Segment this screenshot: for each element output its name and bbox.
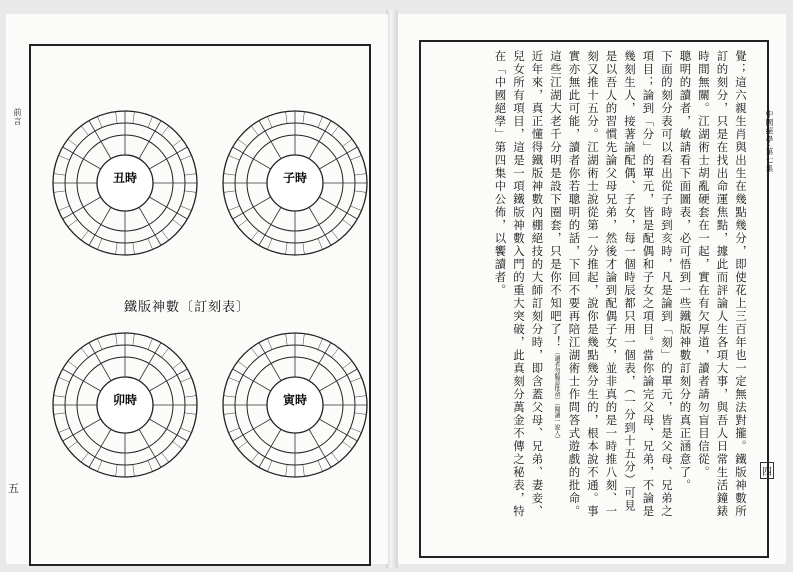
paragraph-1: 覺；這六親生肖與出生在幾點幾分，即使花上三百年也一定無法對攏。鐵版神數所訂的刻分，只是在找出命運焦點，據此而評論人生各項大事，與吾人日常生活鐘錶時間無關。江湖術士胡亂硬套在一起，實在有欠厚道，讀者請勿盲目信從。: [697, 50, 748, 518]
left-margin-label: 前言: [13, 108, 22, 126]
right-page: [398, 14, 786, 564]
wheel-label-mao: 卯時: [112, 393, 138, 407]
wheel-label-chou: 丑時: [112, 171, 138, 185]
wheel-label-yin: 寅時: [282, 393, 308, 407]
running-header: 中國絕學·第七集: [765, 110, 774, 173]
time-wheel-yin: [220, 330, 370, 480]
paragraph-4-text: 這些江湖大老千分明是設下圈套，只是你不知吧了！: [549, 50, 563, 349]
wheel-label-zi: 子時: [282, 171, 308, 185]
time-wheel-mao: [50, 330, 200, 480]
left-page: [6, 14, 388, 564]
body-text: [460, 50, 750, 520]
time-wheel-chou: [50, 108, 200, 258]
time-wheel-zi: [220, 108, 370, 258]
left-page-number: 五: [8, 482, 19, 495]
right-page-number: 四: [760, 462, 774, 479]
paragraph-2: 聰明的讀者，敏請看下面圖表，必可悟到一些鐵版神數訂刻分的真正涵意了。: [678, 50, 693, 492]
inline-note: （讀者勿隨意批命）（閱讀一說人）: [553, 349, 560, 442]
paragraph-3: 下面的刻分表可以看出從子時到亥時，凡是論到「刻」的單元，皆是父母、兄弟之項目；論到「分」的單元，皆是配偶和子女之項目。當你論完父母、兄弟，不論是幾刻生人，接著論配偶、子女，每一個時辰都只用一個表，（一分到十五分）可見是以吾人的習慣先論父母兄弟，然後才論到配偶子女，並非真的是一時推八刻、一刻又推十五分。江湖術士說從第一分推起，說你是幾點幾分生的，根本說不通。事實亦無此可能，讀者你若聰明的話，下回不要再陪江湖術士作問答式遊戲的批命。: [567, 50, 674, 518]
paragraph-4: [547, 50, 566, 520]
figure-caption: 鐵版神數〔訂刻表〕: [124, 300, 251, 315]
paragraph-5: 近年來，真正懂得鐵版神數內棚絕技的大師訂刻分時，即含蓋父母、兄弟、妻妾、兒女所有項目，這是一項鐵版神數入門的重大突破，此真刻分萬金不傳之秘表，特在「中國絕學」第四集中公佈，以饗讀者。: [493, 50, 545, 518]
